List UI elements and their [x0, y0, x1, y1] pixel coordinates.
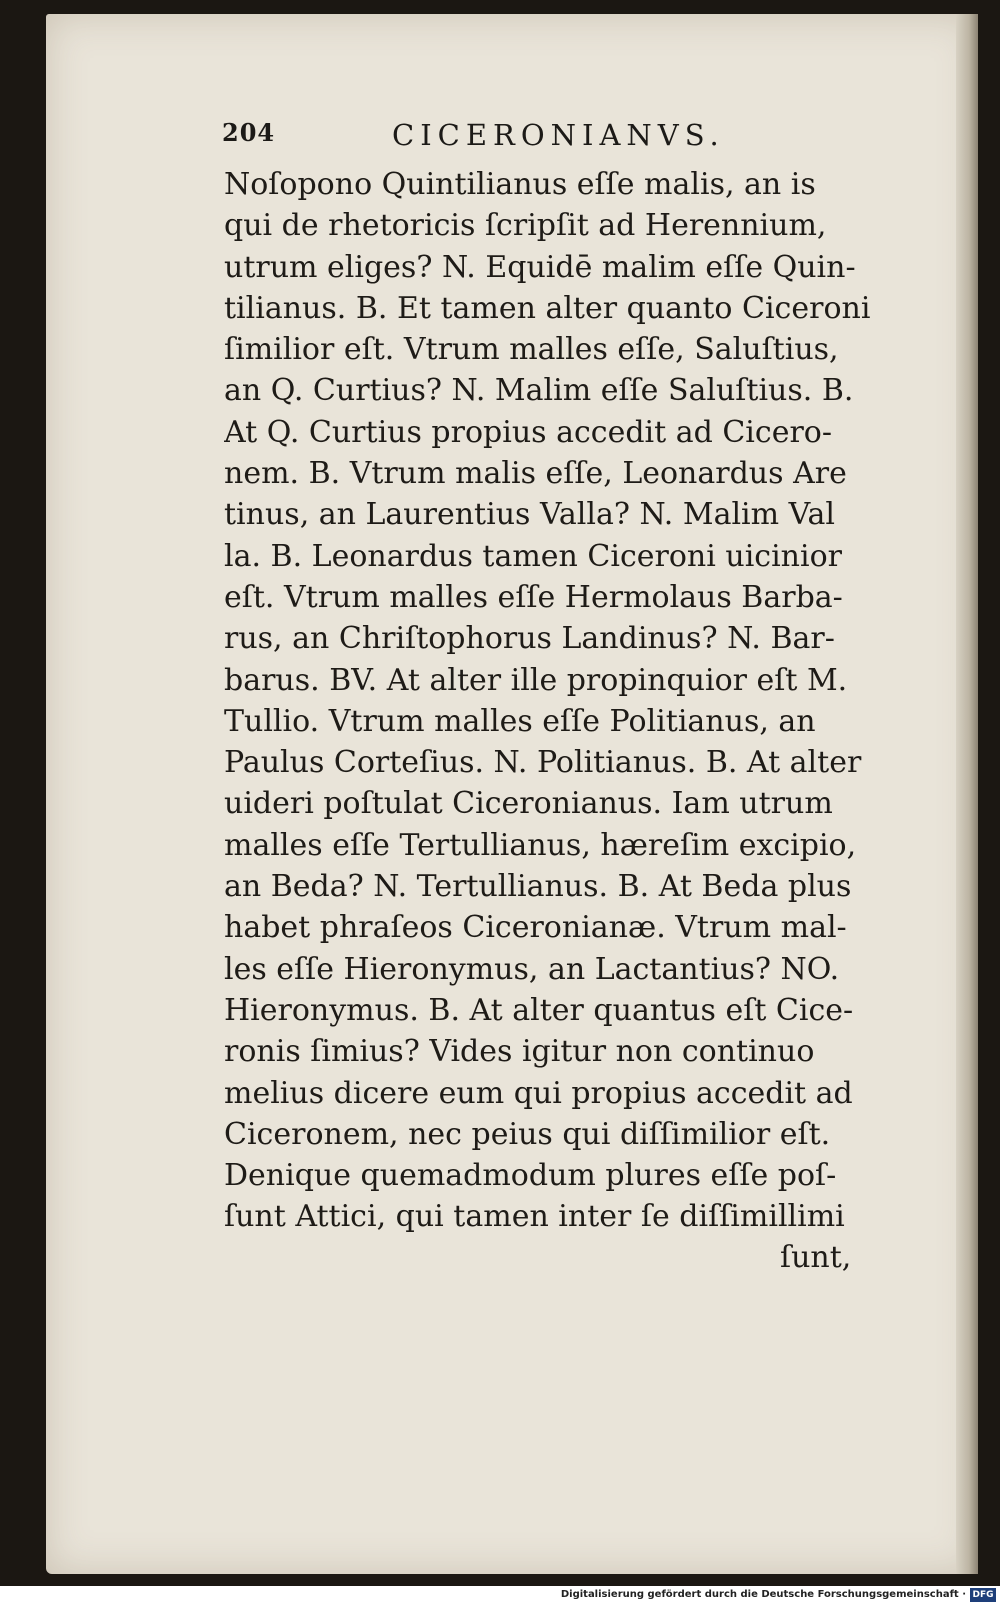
text-line: tilianus. B. Et tamen alter quanto Ciceroni [224, 290, 871, 326]
running-title: CICERONIANVS. [392, 118, 725, 152]
running-head [222, 118, 822, 158]
text-line: Denique quemadmodum plures eſſe poſ- [224, 1158, 837, 1194]
text-line: Ciceronem, nec peius qui diſſimilior eſt. [224, 1116, 831, 1152]
text-line: eſt. Vtrum malles eſſe Hermolaus Barba- [224, 579, 843, 615]
text-line: tinus, an Laurentius Valla? N. Malim Val [224, 497, 836, 533]
text-line: an Q. Curtius? N. Malim eſſe Saluſtius. B. [224, 373, 854, 409]
text-line: barus. BV. At alter ille propinquior eſt M. [224, 662, 848, 698]
text-line: habet phraſeos Ciceronianæ. Vtrum mal- [224, 910, 847, 946]
text-line: rus, an Chriſtophorus Landinus? N. Bar- [224, 621, 835, 657]
dfg-logo: DFG [970, 1588, 996, 1602]
text-line: nem. B. Vtrum malis eſſe, Leonardus Are [224, 456, 847, 492]
text-line: uideri poſtulat Ciceronianus. Iam utrum [224, 786, 833, 822]
text-line: ronis ſimius? Vides igitur non continuo [224, 1034, 815, 1070]
text-line: ſimilior eſt. Vtrum malles eſſe, Saluſtius, [224, 332, 839, 368]
catchword: ſunt, [780, 1240, 852, 1275]
text-line: Tullio. Vtrum malles eſſe Politianus, an [224, 703, 816, 739]
funding-credit: Digitalisierung gefördert durch die Deutsche Forschungsgemeinschaft · [560, 1589, 966, 1600]
text-line: ſunt Attici, qui tamen inter ſe diſſimillimi [224, 1199, 845, 1235]
text-line: melius dicere eum qui propius accedit ad [224, 1075, 853, 1111]
text-line: Paulus Corteſius. N. Politianus. B. At alter [224, 745, 862, 781]
page-edge [956, 14, 978, 1574]
page-number: 204 [222, 118, 276, 147]
text-line: qui de rhetoricis ſcripſit ad Herennium, [224, 208, 827, 244]
text-line: les eſſe Hieronymus, an Lactantius? NO. [224, 951, 840, 987]
text-line: utrum eliges? N. Equidē malim eſſe Quin- [224, 249, 856, 285]
text-line: an Beda? N. Tertullianus. B. At Beda plus [224, 869, 852, 905]
text-line: Noſopono Quintilianus eſſe malis, an is [224, 167, 816, 202]
footer-bar [0, 1586, 1000, 1606]
text-line: At Q. Curtius propius accedit ad Cicero- [224, 414, 832, 450]
text-line: la. B. Leonardus tamen Ciceroni uicinior [224, 538, 843, 574]
text-line: Hieronymus. B. At alter quantus eſt Cice- [224, 992, 854, 1028]
text-line: malles eſſe Tertullianus, hæreſim excipio, [224, 827, 857, 863]
text-block [224, 164, 914, 1238]
